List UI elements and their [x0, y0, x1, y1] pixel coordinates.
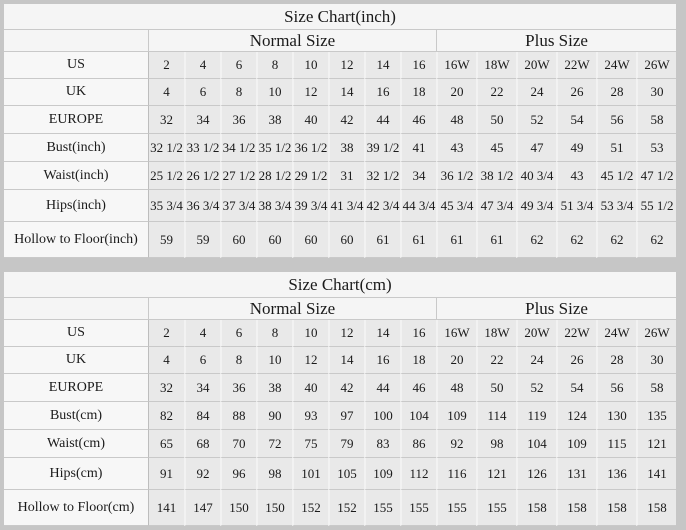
size-cell: 121	[476, 458, 516, 490]
size-cell: 59	[184, 222, 220, 258]
size-cell: 38	[256, 374, 292, 402]
size-cell: 90	[256, 402, 292, 430]
size-cell: 152	[328, 490, 364, 526]
size-cell: 96	[220, 458, 256, 490]
size-cell: 83	[364, 430, 400, 458]
size-cell: 36	[220, 106, 256, 134]
size-cell: 141	[636, 458, 676, 490]
size-cell: 18W	[476, 52, 516, 79]
size-cell: 55 1/2	[636, 190, 676, 222]
size-cell: 141	[148, 490, 184, 526]
size-cell: 135	[636, 402, 676, 430]
size-cell: 49 3/4	[516, 190, 556, 222]
size-cell: 62	[556, 222, 596, 258]
size-cell: 28	[596, 79, 636, 106]
size-cell: 60	[292, 222, 328, 258]
size-cell: 22	[476, 347, 516, 374]
size-cell: 30	[636, 347, 676, 374]
size-cell: 115	[596, 430, 636, 458]
size-cell: 34 1/2	[220, 134, 256, 162]
table-row-us	[4, 320, 676, 347]
size-cell: 70	[220, 430, 256, 458]
size-cell: 53 3/4	[596, 190, 636, 222]
size-cell: 38	[328, 134, 364, 162]
size-cell: 119	[516, 402, 556, 430]
row-label-bust-cm: Bust(cm)	[4, 402, 148, 430]
size-cell: 61	[476, 222, 516, 258]
size-cell: 24	[516, 347, 556, 374]
size-cell: 31	[328, 162, 364, 190]
size-cell: 60	[220, 222, 256, 258]
size-cell: 92	[184, 458, 220, 490]
size-cell: 22W	[556, 320, 596, 347]
size-cell: 104	[516, 430, 556, 458]
size-cell: 40	[292, 106, 328, 134]
size-cell: 62	[516, 222, 556, 258]
size-cell: 24W	[596, 52, 636, 79]
size-cell: 4	[148, 347, 184, 374]
size-cell: 54	[556, 106, 596, 134]
table-row-europe	[4, 106, 676, 134]
size-cell: 10	[292, 52, 328, 79]
size-chart-table-size-chart-cm	[4, 272, 676, 526]
size-cell: 72	[256, 430, 292, 458]
size-cell: 36 1/2	[292, 134, 328, 162]
normal-size-header: Normal Size	[148, 30, 436, 52]
table-row-hips-inch	[4, 190, 676, 222]
size-cell: 26	[556, 79, 596, 106]
size-cell: 112	[400, 458, 436, 490]
size-cell: 62	[636, 222, 676, 258]
size-cell: 48	[436, 106, 476, 134]
size-cell: 35 3/4	[148, 190, 184, 222]
row-label-uk: UK	[4, 347, 148, 374]
size-cell: 35 1/2	[256, 134, 292, 162]
size-cell: 16	[364, 347, 400, 374]
size-cell: 16	[364, 79, 400, 106]
row-label-waist-cm: Waist(cm)	[4, 430, 148, 458]
row-label-waist-inch: Waist(inch)	[4, 162, 148, 190]
plus-size-header: Plus Size	[436, 298, 676, 320]
size-cell: 26W	[636, 320, 676, 347]
size-cell: 6	[220, 52, 256, 79]
size-cell: 61	[436, 222, 476, 258]
size-cell: 16W	[436, 320, 476, 347]
size-cell: 51 3/4	[556, 190, 596, 222]
size-cell: 53	[636, 134, 676, 162]
size-cell: 34	[184, 106, 220, 134]
size-cell: 25 1/2	[148, 162, 184, 190]
size-cell: 130	[596, 402, 636, 430]
size-cell: 34	[184, 374, 220, 402]
size-cell: 60	[328, 222, 364, 258]
table-row-hips-cm	[4, 458, 676, 490]
size-cell: 47	[516, 134, 556, 162]
size-cell: 114	[476, 402, 516, 430]
size-cell: 14	[364, 52, 400, 79]
size-cell: 158	[596, 490, 636, 526]
size-cell: 155	[436, 490, 476, 526]
size-cell: 84	[184, 402, 220, 430]
size-cell: 44 3/4	[400, 190, 436, 222]
size-cell: 12	[292, 347, 328, 374]
size-cell: 38 1/2	[476, 162, 516, 190]
size-cell: 6	[184, 347, 220, 374]
size-cell: 39 1/2	[364, 134, 400, 162]
row-label-hollow-to-floor-cm: Hollow to Floor(cm)	[4, 490, 148, 526]
table-row-uk	[4, 79, 676, 106]
row-label-us: US	[4, 52, 148, 79]
size-cell: 12	[328, 52, 364, 79]
size-cell: 100	[364, 402, 400, 430]
size-cell: 32	[148, 374, 184, 402]
size-cell: 8	[220, 79, 256, 106]
size-cell: 61	[400, 222, 436, 258]
size-cell: 18	[400, 79, 436, 106]
size-cell: 93	[292, 402, 328, 430]
size-cell: 20W	[516, 52, 556, 79]
size-cell: 47 3/4	[476, 190, 516, 222]
corner-cell	[4, 30, 148, 52]
size-cell: 40 3/4	[516, 162, 556, 190]
row-label-hips-inch: Hips(inch)	[4, 190, 148, 222]
size-cell: 52	[516, 374, 556, 402]
size-cell: 36 3/4	[184, 190, 220, 222]
size-cell: 88	[220, 402, 256, 430]
size-cell: 24	[516, 79, 556, 106]
size-cell: 8	[220, 347, 256, 374]
size-cell: 158	[636, 490, 676, 526]
size-cell: 86	[400, 430, 436, 458]
size-cell: 52	[516, 106, 556, 134]
size-cell: 36	[220, 374, 256, 402]
size-cell: 34	[400, 162, 436, 190]
size-cell: 10	[292, 320, 328, 347]
size-cell: 20	[436, 79, 476, 106]
size-cell: 75	[292, 430, 328, 458]
size-cell: 147	[184, 490, 220, 526]
size-cell: 50	[476, 374, 516, 402]
size-cell: 4	[148, 79, 184, 106]
size-cell: 101	[292, 458, 328, 490]
size-cell: 12	[328, 320, 364, 347]
size-cell: 51	[596, 134, 636, 162]
size-cell: 32 1/2	[148, 134, 184, 162]
size-cell: 39 3/4	[292, 190, 328, 222]
size-cell: 38 3/4	[256, 190, 292, 222]
size-cell: 16	[400, 52, 436, 79]
size-cell: 124	[556, 402, 596, 430]
size-cell: 92	[436, 430, 476, 458]
size-cell: 158	[556, 490, 596, 526]
size-cell: 12	[292, 79, 328, 106]
row-label-hips-cm: Hips(cm)	[4, 458, 148, 490]
size-cell: 28 1/2	[256, 162, 292, 190]
size-cell: 18	[400, 347, 436, 374]
size-cell: 28	[596, 347, 636, 374]
size-cell: 14	[364, 320, 400, 347]
size-cell: 6	[220, 320, 256, 347]
size-cell: 14	[328, 347, 364, 374]
size-cell: 22	[476, 79, 516, 106]
size-cell: 41	[400, 134, 436, 162]
size-cell: 91	[148, 458, 184, 490]
size-cell: 26 1/2	[184, 162, 220, 190]
size-cell: 58	[636, 106, 676, 134]
size-cell: 47 1/2	[636, 162, 676, 190]
size-cell: 116	[436, 458, 476, 490]
size-cell: 109	[364, 458, 400, 490]
size-cell: 45 1/2	[596, 162, 636, 190]
table-row-bust-inch	[4, 134, 676, 162]
size-cell: 44	[364, 106, 400, 134]
size-cell: 60	[256, 222, 292, 258]
size-cell: 45	[476, 134, 516, 162]
size-cell: 26W	[636, 52, 676, 79]
table-row-uk	[4, 347, 676, 374]
size-cell: 121	[636, 430, 676, 458]
size-cell: 33 1/2	[184, 134, 220, 162]
size-cell: 22W	[556, 52, 596, 79]
size-cell: 50	[476, 106, 516, 134]
size-cell: 109	[436, 402, 476, 430]
table-row-us	[4, 52, 676, 79]
size-cell: 40	[292, 374, 328, 402]
row-label-hollow-to-floor-inch: Hollow to Floor(inch)	[4, 222, 148, 258]
size-chart-table-size-chart-inch	[4, 4, 676, 258]
size-cell: 65	[148, 430, 184, 458]
size-cell: 56	[596, 374, 636, 402]
size-cell: 27 1/2	[220, 162, 256, 190]
size-cell: 98	[476, 430, 516, 458]
size-cell: 42 3/4	[364, 190, 400, 222]
size-cell: 4	[184, 320, 220, 347]
size-cell: 131	[556, 458, 596, 490]
size-cell: 46	[400, 374, 436, 402]
size-cell: 45 3/4	[436, 190, 476, 222]
table-row-waist-cm	[4, 430, 676, 458]
size-cell: 49	[556, 134, 596, 162]
size-cell: 59	[148, 222, 184, 258]
size-cell: 105	[328, 458, 364, 490]
size-cell: 155	[476, 490, 516, 526]
size-cell: 6	[184, 79, 220, 106]
size-cell: 4	[184, 52, 220, 79]
size-cell: 2	[148, 52, 184, 79]
size-cell: 43	[436, 134, 476, 162]
table-row-hollow-to-floor-cm	[4, 490, 676, 526]
size-cell: 82	[148, 402, 184, 430]
size-cell: 97	[328, 402, 364, 430]
row-label-uk: UK	[4, 79, 148, 106]
size-cell: 48	[436, 374, 476, 402]
size-cell: 10	[256, 79, 292, 106]
size-cell: 61	[364, 222, 400, 258]
size-cell: 24W	[596, 320, 636, 347]
size-cell: 68	[184, 430, 220, 458]
size-cell: 98	[256, 458, 292, 490]
size-cell: 38	[256, 106, 292, 134]
size-cell: 155	[364, 490, 400, 526]
size-cell: 14	[328, 79, 364, 106]
normal-size-header: Normal Size	[148, 298, 436, 320]
size-cell: 150	[256, 490, 292, 526]
size-cell: 136	[596, 458, 636, 490]
size-cell: 152	[292, 490, 328, 526]
size-cell: 29 1/2	[292, 162, 328, 190]
size-cell: 104	[400, 402, 436, 430]
size-cell: 62	[596, 222, 636, 258]
row-label-europe: EUROPE	[4, 374, 148, 402]
size-cell: 41 3/4	[328, 190, 364, 222]
row-label-us: US	[4, 320, 148, 347]
size-cell: 16W	[436, 52, 476, 79]
size-cell: 20	[436, 347, 476, 374]
size-cell: 8	[256, 52, 292, 79]
size-cell: 20W	[516, 320, 556, 347]
size-cell: 36 1/2	[436, 162, 476, 190]
size-cell: 32 1/2	[364, 162, 400, 190]
size-cell: 44	[364, 374, 400, 402]
table-row-hollow-to-floor-inch	[4, 222, 676, 258]
table-row-europe	[4, 374, 676, 402]
row-label-europe: EUROPE	[4, 106, 148, 134]
corner-cell	[4, 298, 148, 320]
size-cell: 10	[256, 347, 292, 374]
size-cell: 126	[516, 458, 556, 490]
size-cell: 42	[328, 106, 364, 134]
size-cell: 2	[148, 320, 184, 347]
size-cell: 43	[556, 162, 596, 190]
plus-size-header: Plus Size	[436, 30, 676, 52]
size-cell: 18W	[476, 320, 516, 347]
size-cell: 16	[400, 320, 436, 347]
size-chart-title: Size Chart(inch)	[4, 4, 676, 30]
size-cell: 56	[596, 106, 636, 134]
size-cell: 109	[556, 430, 596, 458]
row-label-bust-inch: Bust(inch)	[4, 134, 148, 162]
size-cell: 58	[636, 374, 676, 402]
size-cell: 42	[328, 374, 364, 402]
size-cell: 8	[256, 320, 292, 347]
size-cell: 158	[516, 490, 556, 526]
size-cell: 32	[148, 106, 184, 134]
size-cell: 46	[400, 106, 436, 134]
size-cell: 79	[328, 430, 364, 458]
size-chart-title: Size Chart(cm)	[4, 272, 676, 298]
size-cell: 30	[636, 79, 676, 106]
table-row-waist-inch	[4, 162, 676, 190]
size-cell: 150	[220, 490, 256, 526]
size-cell: 155	[400, 490, 436, 526]
size-cell: 26	[556, 347, 596, 374]
size-cell: 54	[556, 374, 596, 402]
table-row-bust-cm	[4, 402, 676, 430]
size-cell: 37 3/4	[220, 190, 256, 222]
